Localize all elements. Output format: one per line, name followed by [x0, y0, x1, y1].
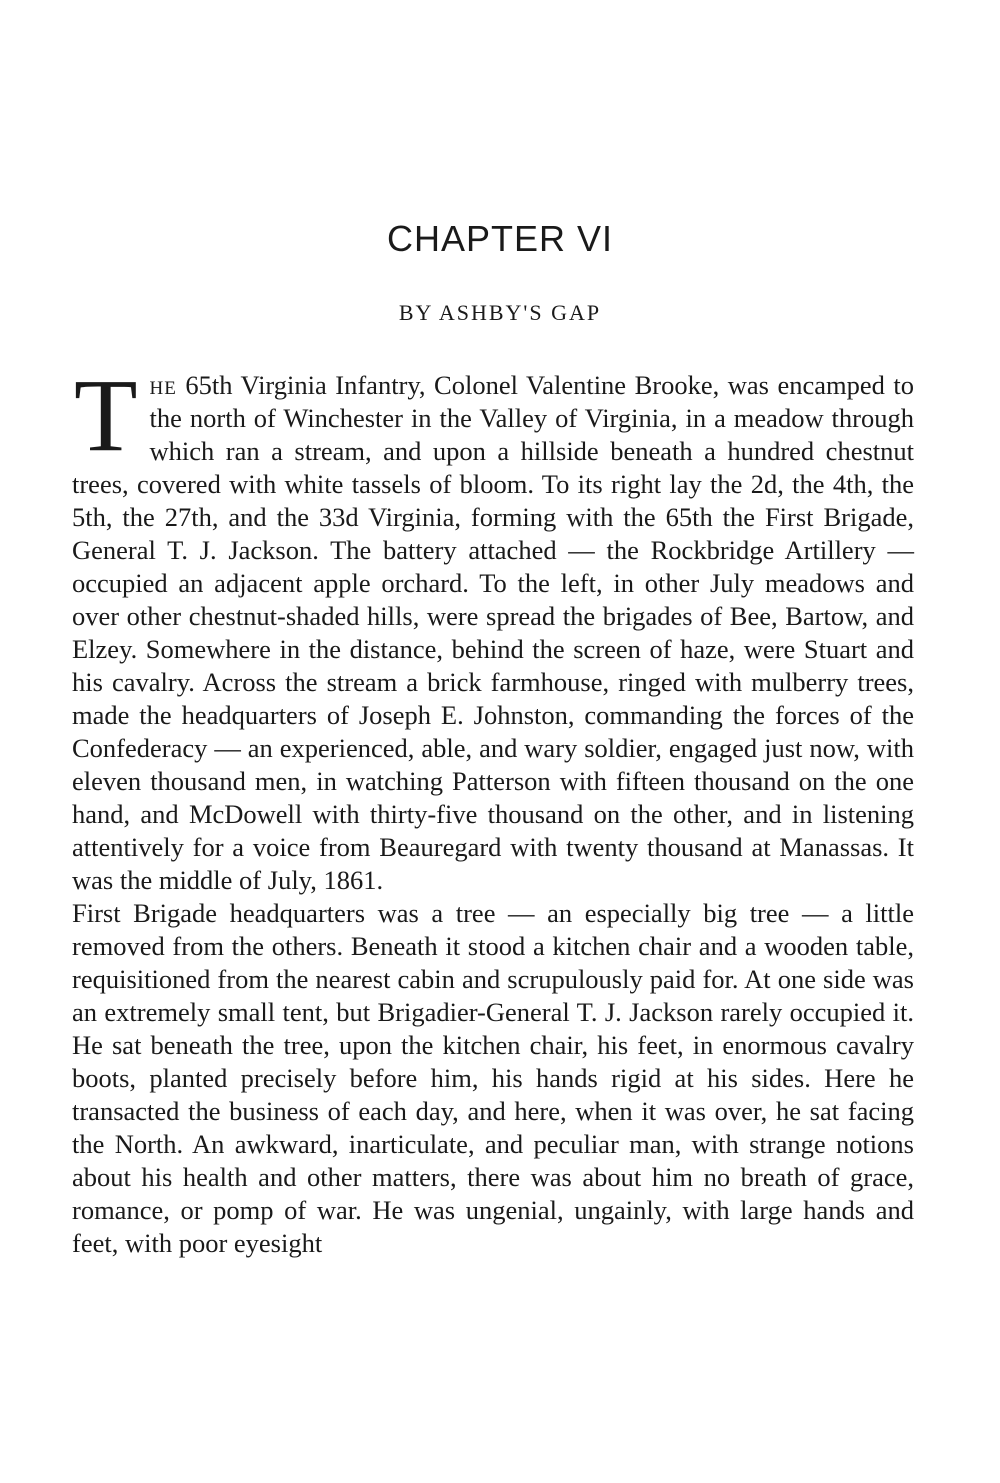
drop-cap: T [74, 358, 138, 473]
chapter-body [72, 358, 914, 1260]
lead-small-caps: he [149, 370, 177, 400]
chapter-subtitle: BY ASHBY'S GAP [398, 300, 602, 325]
chapter-title: CHAPTER VI [386, 218, 614, 259]
paragraph-1-text: 65th Virginia Infantry, Colonel Valentine Brooke, was encamped to the north of Winchester in the Valley of Virginia, in a meadow through which ran a stream, and upon a hillside beneath a hundred chestnut trees, covered with white tassels of bloom. To its right lay the 2d, the 4th, the 5th, the 27th, and the 33d Virginia, forming with the 65th the First Brigade, General T. J. Jackson. The battery attached — the Rockbridge Artillery — occupied an adjacent apple orchard. To the left, in other July meadows and over other chestnut-shaded hills, were spread the brigades of Bee, Bartow, and Elzey. Somewhere in the distance, behind the screen of haze, were Stuart and his cavalry. Across the stream a brick farmhouse, ringed with mulberry trees, made the headquarters of Joseph E. Johnston, commanding the forces of the Confederacy — an experienced, able, and wary soldier, engaged just now, with eleven thousand men, in watching Patterson with fifteen thousand on the one hand, and McDowell with thirty-five thousand on the other, and in listening attentively for a voice from Beauregard with twenty thousand at Manassas. It was the middle of July, 1861. [72, 370, 914, 895]
paragraph-1 [72, 358, 914, 897]
paragraph-2: First Brigade headquarters was a tree — an especially big tree — a little removed from the others. Beneath it stood a kitchen chair and a wooden table, requisitioned from the nearest cabin and scrupulously paid for. At one side was an extremely small tent, but Brigadier-General T. J. Jackson rarely occupied it. He sat beneath the tree, upon the kitchen chair, his feet, in enormous cavalry boots, planted precisely before him, his hands rigid at his sides. Here he transacted the business of each day, and here, when it was over, he sat facing the North. An awkward, inarticulate, and peculiar man, with strange notions about his health and other matters, there was about him no breath of grace, romance, or pomp of war. He was ungenial, ungainly, with large hands and feet, with poor eyesight [72, 898, 914, 1258]
